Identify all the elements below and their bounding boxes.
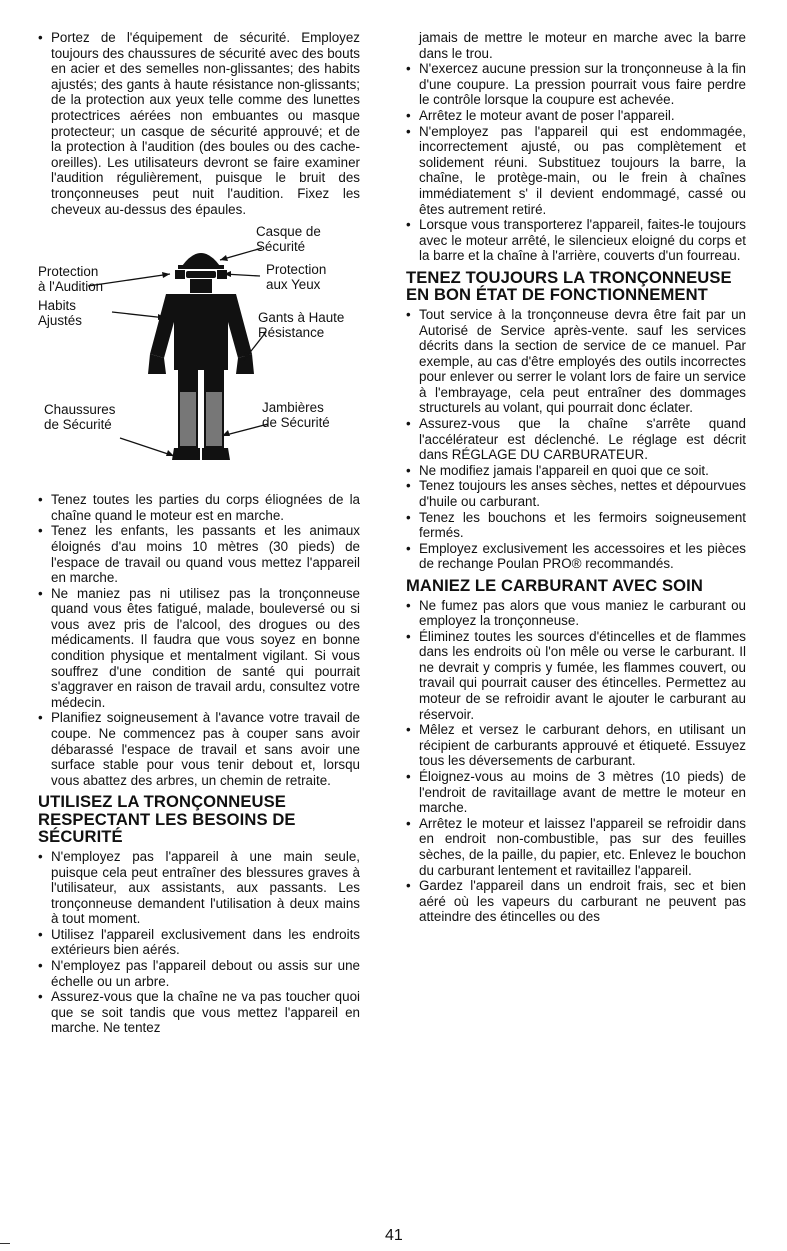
list-item: • Arrêtez le moteur et laissez l'appareil se refroidir dans en endroit non-combustible, pas sur des feuilles sèches, de la paille, du papier, etc. Enlevez le bouchon du carburant lentement et ravitaillez l'appareil. <box>406 816 746 878</box>
list-item: • Ne maniez pas ni utilisez pas la tronçonneuse quand vous êtes fatigué, malade, bouleversé ou si vous avez pris de l'alcool, des drogues ou des médicaments. Il faudra que vous soyez en bonne condition physique et mentalment vigilant. Si vous souffrez d'une condition de santé qui pourrait s'aggraver en raison de travail ardu, consultez votre médecin. <box>38 586 360 711</box>
list-item: • Tenez les bouchons et les fermoirs soigneusement fermés. <box>406 510 746 541</box>
clothing-label: Habits Ajustés <box>38 298 82 329</box>
safety-equipment-bullet: • Portez de l'équipement de sécurité. Employez toujours des chaussures de sécurité avec des bouts en acier et des semelles non-glissantes; des habits ajustés; des gants à haute résistance non-glissants; de la protection aux yeux telle comme des lunettes protectrices aérées non embuantes ou masque protecteur; un casque de sécurité approuvé; et de la protection à l'audition (des boules ou des cache-oreilles). Les utilisateurs devront se faire examiner l'audition régulièrement, puisque le bruit des tronçonneuses peut nuit l'audition. Fixez les cheveux au-dessus des épaules. <box>38 30 360 217</box>
gloves-label: Gants à Haute Résistance <box>258 310 345 341</box>
section-heading-safe-use: UTILISEZ LA TRONÇONNEUSE RESPECTANT LES BESOINS DE SÉCURITÉ <box>38 792 296 847</box>
list-item: • Assurez-vous que la chaîne ne va pas toucher quoi que se soit tandis que vous mettez l'appareil en marche. Ne tentez <box>38 989 360 1036</box>
list-item: • N'employez pas l'appareil à une main seule, puisque cela peut entraîner des blessures graves à l'utilisateur, aux assistants, aux passants. Les tronçonneuse demandent l'utilisation à deux mains à tout moment. <box>38 849 360 927</box>
left-column <box>38 30 360 1036</box>
shoes-label: Chaussures de Sécurité <box>44 402 116 433</box>
list-item: • Éloignez-vous au moins de 3 mètres (10 pieds) de l'endroit de ravitaillage avant de mettre le moteur en marche. <box>406 769 746 816</box>
list-item: • Ne fumez pas alors que vous maniez le carburant ou employez la tronçonneuse. <box>406 598 746 629</box>
list-item: • N'employez pas l'appareil qui est endommagée, incorrectement ajusté, ou pas complètement et solidement réuni. Substituez toujours la barre, la chaîne, le protège-main, ou le frein à chaînes immédiatement s' il devient endommagé, cassé ou êtes autrement retiré. <box>406 124 746 218</box>
leggings-icon <box>180 392 196 446</box>
list-item: • Planifiez soigneusement à l'avance votre travail de coupe. Ne commencez pas à couper sans avoir débarassé l'espace de travail et sans avoir une surface stable pour vous tenir debout et, lorsqu vous abattez des arbres, un chemin de retraite. <box>38 710 360 788</box>
list-item: • Tout service à la tronçonneuse devra être fait par un Autorisé de Service après-vente. sauf les services décrits dans la section de service de ce manuel. Par exemple, au cas d'être employés des outils incorrectes pour enlever ou serrer le volant lors de faire un service à l'embrayage, cela peut entraîner des dommages structurels au volant, qui pourrait donc éclater. <box>406 307 746 416</box>
jacket-icon <box>150 294 252 370</box>
helmet-label: Casque de Sécurité <box>256 224 321 255</box>
page-number: 41 <box>385 1227 403 1244</box>
ear-muffs-icon <box>175 270 185 279</box>
list-item: • Tenez les enfants, les passants et les animaux éloignés d'au moins 10 mètres (30 pieds) de l'espace de travail ou quand vous mettez l'appareil en marche. <box>38 523 360 585</box>
list-item: • N'employez pas l'appareil debout ou assis sur une échelle ou un arbre. <box>38 958 360 989</box>
section-heading-condition: TENEZ TOUJOURS LA TRONÇONNEUSE EN BON ÉTAT DE FONCTIONNEMENT <box>406 267 732 305</box>
list-item: • Arrêtez le moteur avant de poser l'appareil. <box>406 108 746 124</box>
safety-equipment-figure <box>38 224 360 486</box>
list-item: • Assurez-vous que la chaîne s'arrête quand l'accélérateur est déclenché. Le réglage est décrit dans RÉGLAGE DU CARBURATEUR. <box>406 416 746 463</box>
list-item: • Éliminez toutes les sources d'étincelles et de flammes dans les endroits où l'on mêle ou verse le carburant. Il ne devrait y compris y fumée, les flammes couvert, ou travail qui pourrait causer des étincelles. Permettez au moteur de se refroidir avant le ajouter le carburant au réservoir. <box>406 629 746 723</box>
list-item: • Employez exclusivement les accessoires et les pièces de rechange Poulan PRO® recommandés. <box>406 541 746 572</box>
list-item: • Utilisez l'appareil exclusivement dans les endroits extérieurs bien aérés. <box>38 927 360 958</box>
eye-protection-label: Protection aux Yeux <box>266 262 327 293</box>
list-item: • Tenez toujours les anses sèches, nettes et dépourvues d'huile ou carburant. <box>406 478 746 509</box>
section-heading-fuel: MANIEZ LE CARBURANT AVEC SOIN <box>406 576 703 595</box>
helmet-icon <box>182 253 220 266</box>
list-item: • N'exercez aucune pression sur la tronçonneuse à la fin d'une coupure. La pression pourrait vous faire perdre le contrôle lorsque la coupure est achevée. <box>406 61 746 108</box>
crop-mark <box>0 1243 10 1244</box>
continued-text: jamais de mettre le moteur en marche avec la barre dans le trou. <box>419 30 746 61</box>
list-item: • Tenez toutes les parties du corps éliognées de la chaîne quand le moteur est en marche. <box>38 492 360 523</box>
goggles-icon <box>186 271 216 278</box>
hearing-protection-label: Protection à l'Audition <box>38 264 104 295</box>
list-item: • Mêlez et versez le carburant dehors, en utilisant un récipient de carburants approuvé et étiqueté. Essuyez tous les déversements de carburant. <box>406 722 746 769</box>
list-item: • Ne modifiez jamais l'appareil en quoi que ce soit. <box>406 463 746 479</box>
list-item: • Lorsque vous transporterez l'appareil, faites-le toujours avec le moteur arrêté, le silencieux eloigné du corps et la barre et la chaîne à l'arrière, couverts d'un fourreau. <box>406 217 746 264</box>
leggings-label: Jambières de Sécurité <box>262 400 330 431</box>
list-item: • Gardez l'appareil dans un endroit frais, sec et bien aéré où les vapeurs du carburant ne peuvent pas atteindre des étincelles ou des <box>406 878 746 925</box>
safety-boots-icon <box>172 448 200 460</box>
right-column <box>406 30 746 925</box>
